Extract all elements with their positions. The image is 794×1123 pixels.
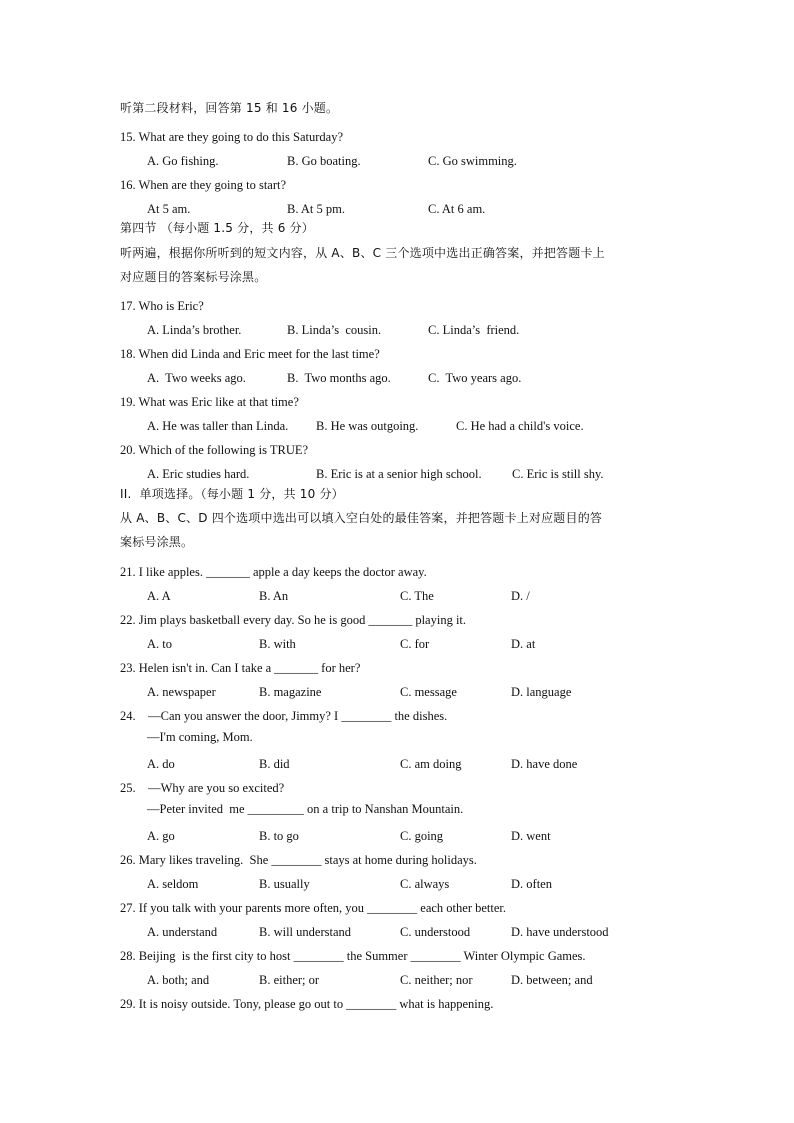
q24-option-b: B. did [259,757,290,771]
question-19: 19. What was Eric like at that time? [120,395,299,409]
q20-option-b: B. Eric is at a senior high school. [316,467,482,481]
q23-option-c: C. message [400,685,457,699]
q15-option-a: A. Go fishing. [147,154,219,168]
q22-option-b: B. with [259,637,296,651]
q15-option-b: B. Go boating. [287,154,361,168]
q27-option-b: B. will understand [259,925,352,939]
q27-option-c: C. understood [400,925,471,939]
q27-option-a: A. understand [147,925,218,939]
section-intro: 听第二段材料，回答第 15 和 16 小题。 [120,101,339,115]
q23-option-d: D. language [511,685,572,699]
q21-option-b: B. An [259,589,289,603]
question-21: 21. I like apples. _______ apple a day keeps the doctor away. [120,565,427,579]
q18-option-a: A. Two weeks ago. [147,371,246,385]
question-18: 18. When did Linda and Eric meet for the last time? [120,347,380,361]
q25-option-c: C. going [400,829,444,843]
question-16: 16. When are they going to start? [120,178,287,192]
part4-instructions-line1: 听两遍，根据你所听到的短文内容，从 A、B、C 三个选项中选出正确答案，并把答题卡上 [120,246,605,260]
q19-option-b: B. He was outgoing. [316,419,419,433]
q22-option-d: D. at [511,637,536,651]
q24-option-a: A. do [147,757,175,771]
q23-option-b: B. magazine [259,685,322,699]
question-26: 26. Mary likes traveling. She ________ stays at home during holidays. [120,853,477,867]
q18-option-c: C. Two years ago. [428,371,522,385]
q16-option-b: B. At 5 pm. [287,202,345,216]
q16-option-c: C. At 6 am. [428,202,486,216]
q18-option-b: B. Two months ago. [287,371,391,385]
q20-option-c: C. Eric is still shy. [512,467,604,481]
q19-option-a: A. He was taller than Linda. [147,419,289,433]
question-29: 29. It is noisy outside. Tony, please go out to ________ what is happening. [120,997,494,1011]
q28-option-a: A. both; and [147,973,210,987]
q20-option-a: A. Eric studies hard. [147,467,250,481]
q16-option-a: At 5 am. [147,202,191,216]
q25-option-a: A. go [147,829,175,843]
q27-option-d: D. have understood [511,925,609,939]
question-17: 17. Who is Eric? [120,299,204,313]
q28-option-b: B. either; or [259,973,320,987]
q28-option-d: D. between; and [511,973,593,987]
question-15: 15. What are they going to do this Saturday? [120,130,343,144]
question-24: 24. —Can you answer the door, Jimmy? I ________ the dishes. [120,709,448,723]
question-24-response: —I'm coming, Mom. [147,730,253,744]
q28-option-c: C. neither; nor [400,973,473,987]
q26-option-b: B. usually [259,877,310,891]
section-heading-ii: II. 单项选择。（每小题 1 分，共 10 分） [120,487,344,501]
q15-option-c: C. Go swimming. [428,154,517,168]
question-23: 23. Helen isn't in. Can I take a _______ for her? [120,661,361,675]
q17-option-b: B. Linda’s cousin. [287,323,382,337]
q19-option-c: C. He had a child's voice. [456,419,584,433]
q26-option-d: D. often [511,877,552,891]
part4-instructions-line2: 对应题目的答案标号涂黑。 [120,270,267,284]
q25-option-b: B. to go [259,829,299,843]
question-25: 25. —Why are you so excited? [120,781,285,795]
q24-option-d: D. have done [511,757,578,771]
question-25-response: —Peter invited me _________ on a trip to Nanshan Mountain. [147,802,464,816]
question-27: 27. If you talk with your parents more often, you ________ each other better. [120,901,507,915]
q22-option-c: C. for [400,637,430,651]
q21-option-a: A. A [147,589,171,603]
q26-option-c: C. always [400,877,450,891]
q25-option-d: D. went [511,829,551,843]
q21-option-c: C. The [400,589,434,603]
q21-option-d: D. / [511,589,530,603]
q24-option-c: C. am doing [400,757,462,771]
q23-option-a: A. newspaper [147,685,216,699]
section-heading-part4: 第四节 （每小题 1.5 分，共 6 分） [120,221,314,235]
q22-option-a: A. to [147,637,172,651]
q17-option-a: A. Linda’s brother. [147,323,242,337]
question-28: 28. Beijing is the first city to host ________ the Summer ________ Winter Olympic Games. [120,949,586,963]
question-20: 20. Which of the following is TRUE? [120,443,309,457]
section-ii-instructions-line1: 从 A、B、C、D 四个选项中选出可以填入空白处的最佳答案，并把答题卡上对应题目的答 [120,511,603,525]
q17-option-c: C. Linda’s friend. [428,323,520,337]
question-22: 22. Jim plays basketball every day. So he is good _______ playing it. [120,613,467,627]
q26-option-a: A. seldom [147,877,199,891]
section-ii-instructions-line2: 案标号涂黑。 [120,535,194,549]
